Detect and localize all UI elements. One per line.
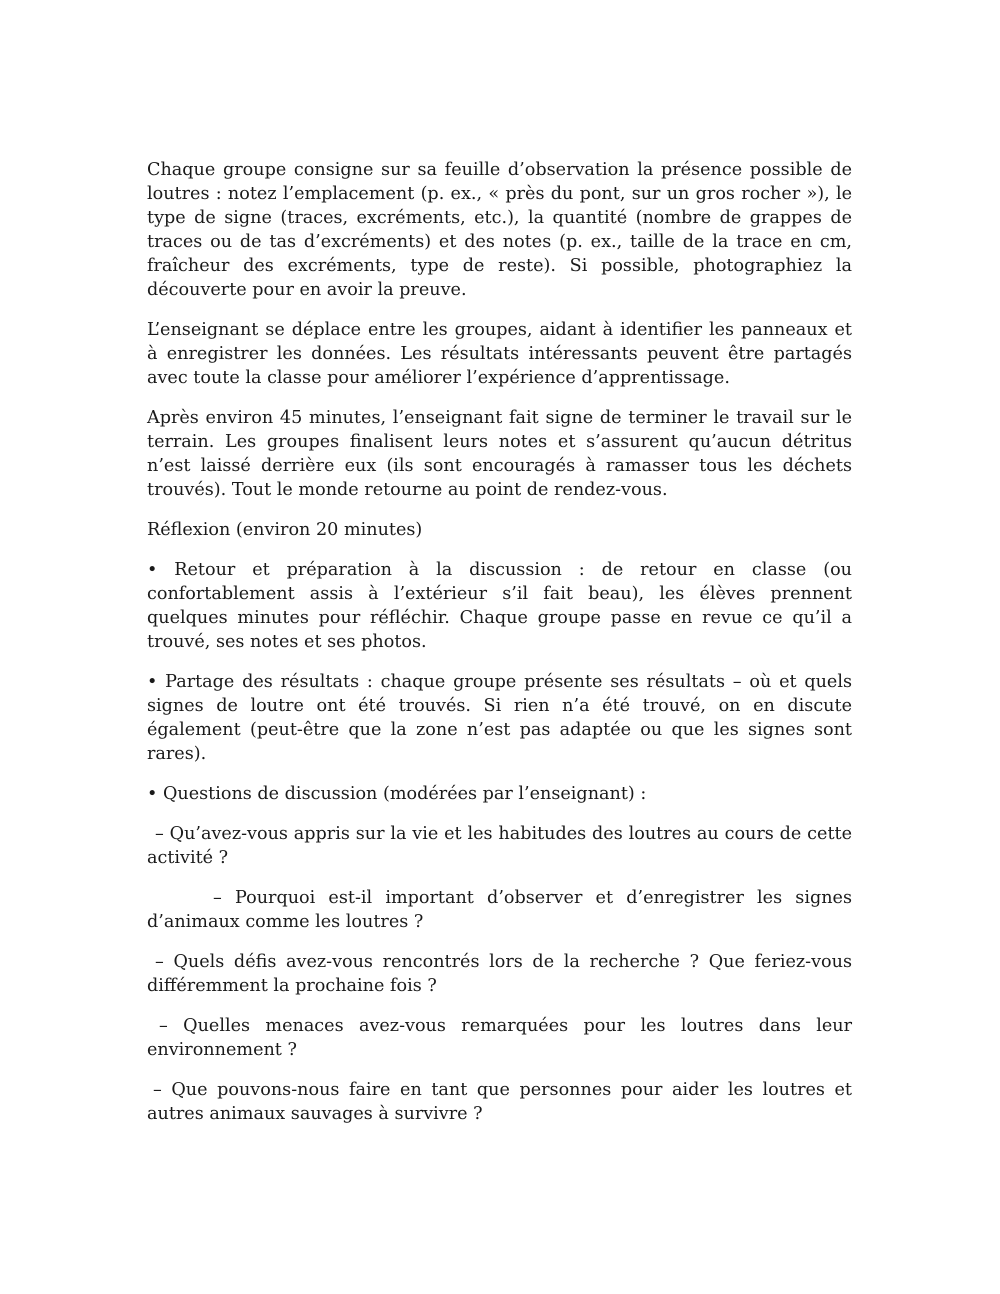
paragraph-teacher-support: L’enseignant se déplace entre les groupes, aidant à identifier les panneaux et à enregistrer les données. Les résultats intéressants peuvent être partagés avec toute la classe pour améliorer l’expérience d’apprentissage. bbox=[147, 320, 852, 388]
document-page bbox=[147, 158, 852, 1142]
bullet-questions-discussion: • Questions de discussion (modérées par l’enseignant) : bbox=[147, 784, 647, 804]
question-item-1: – Qu’avez-vous appris sur la vie et les habitudes des loutres au cours de cette activité ? bbox=[147, 824, 852, 868]
bullet-retour-preparation: • Retour et préparation à la discussion : de retour en classe (ou confortablement assis à l’extérieur s’il fait beau), les élèves prennent quelques minutes pour réfléchir. Chaque groupe passe en revue ce qu’il a trouvé, ses notes et ses photos. bbox=[147, 560, 852, 652]
paragraph-end-fieldwork: Après environ 45 minutes, l’enseignant fait signe de terminer le travail sur le terrain. Les groupes finalisent leurs notes et s’assurent qu’aucun détritus n’est laissé derrière eux (ils sont encouragés à ramasser tous les déchets trouvés). Tout le monde retourne au point de rendez-vous. bbox=[147, 408, 852, 500]
question-item-4: – Quelles menaces avez-vous remarquées pour les loutres dans leur environnement ? bbox=[147, 1016, 852, 1060]
question-item-5: – Que pouvons-nous faire en tant que personnes pour aider les loutres et autres animaux sauvages à survivre ? bbox=[147, 1080, 852, 1124]
section-heading-reflexion: Réflexion (environ 20 minutes) bbox=[147, 520, 423, 540]
bullet-partage-resultats: • Partage des résultats : chaque groupe présente ses résultats – où et quels signes de loutre ont été trouvés. Si rien n’a été trouvé, on en discute également (peut-être que la zone n’est pas adaptée ou que les signes sont rares). bbox=[147, 672, 852, 764]
question-item-3: – Quels défis avez-vous rencontrés lors de la recherche ? Que feriez-vous différemment la prochaine fois ? bbox=[147, 952, 852, 996]
question-item-2: – Pourquoi est-il important d’observer et d’enregistrer les signes d’animaux comme les loutres ? bbox=[147, 888, 852, 932]
paragraph-observation-sheet: Chaque groupe consigne sur sa feuille d’observation la présence possible de loutres : notez l’emplacement (p. ex., « près du pont, sur un gros rocher »), le type de signe (traces, excréments, etc.), la quantité (nombre de grappes de traces ou de tas d’excréments) et des notes (p. ex., taille de la trace en cm, fraîcheur des excréments, type de reste). Si possible, photographiez la découverte pour en avoir la preuve. bbox=[147, 160, 852, 300]
